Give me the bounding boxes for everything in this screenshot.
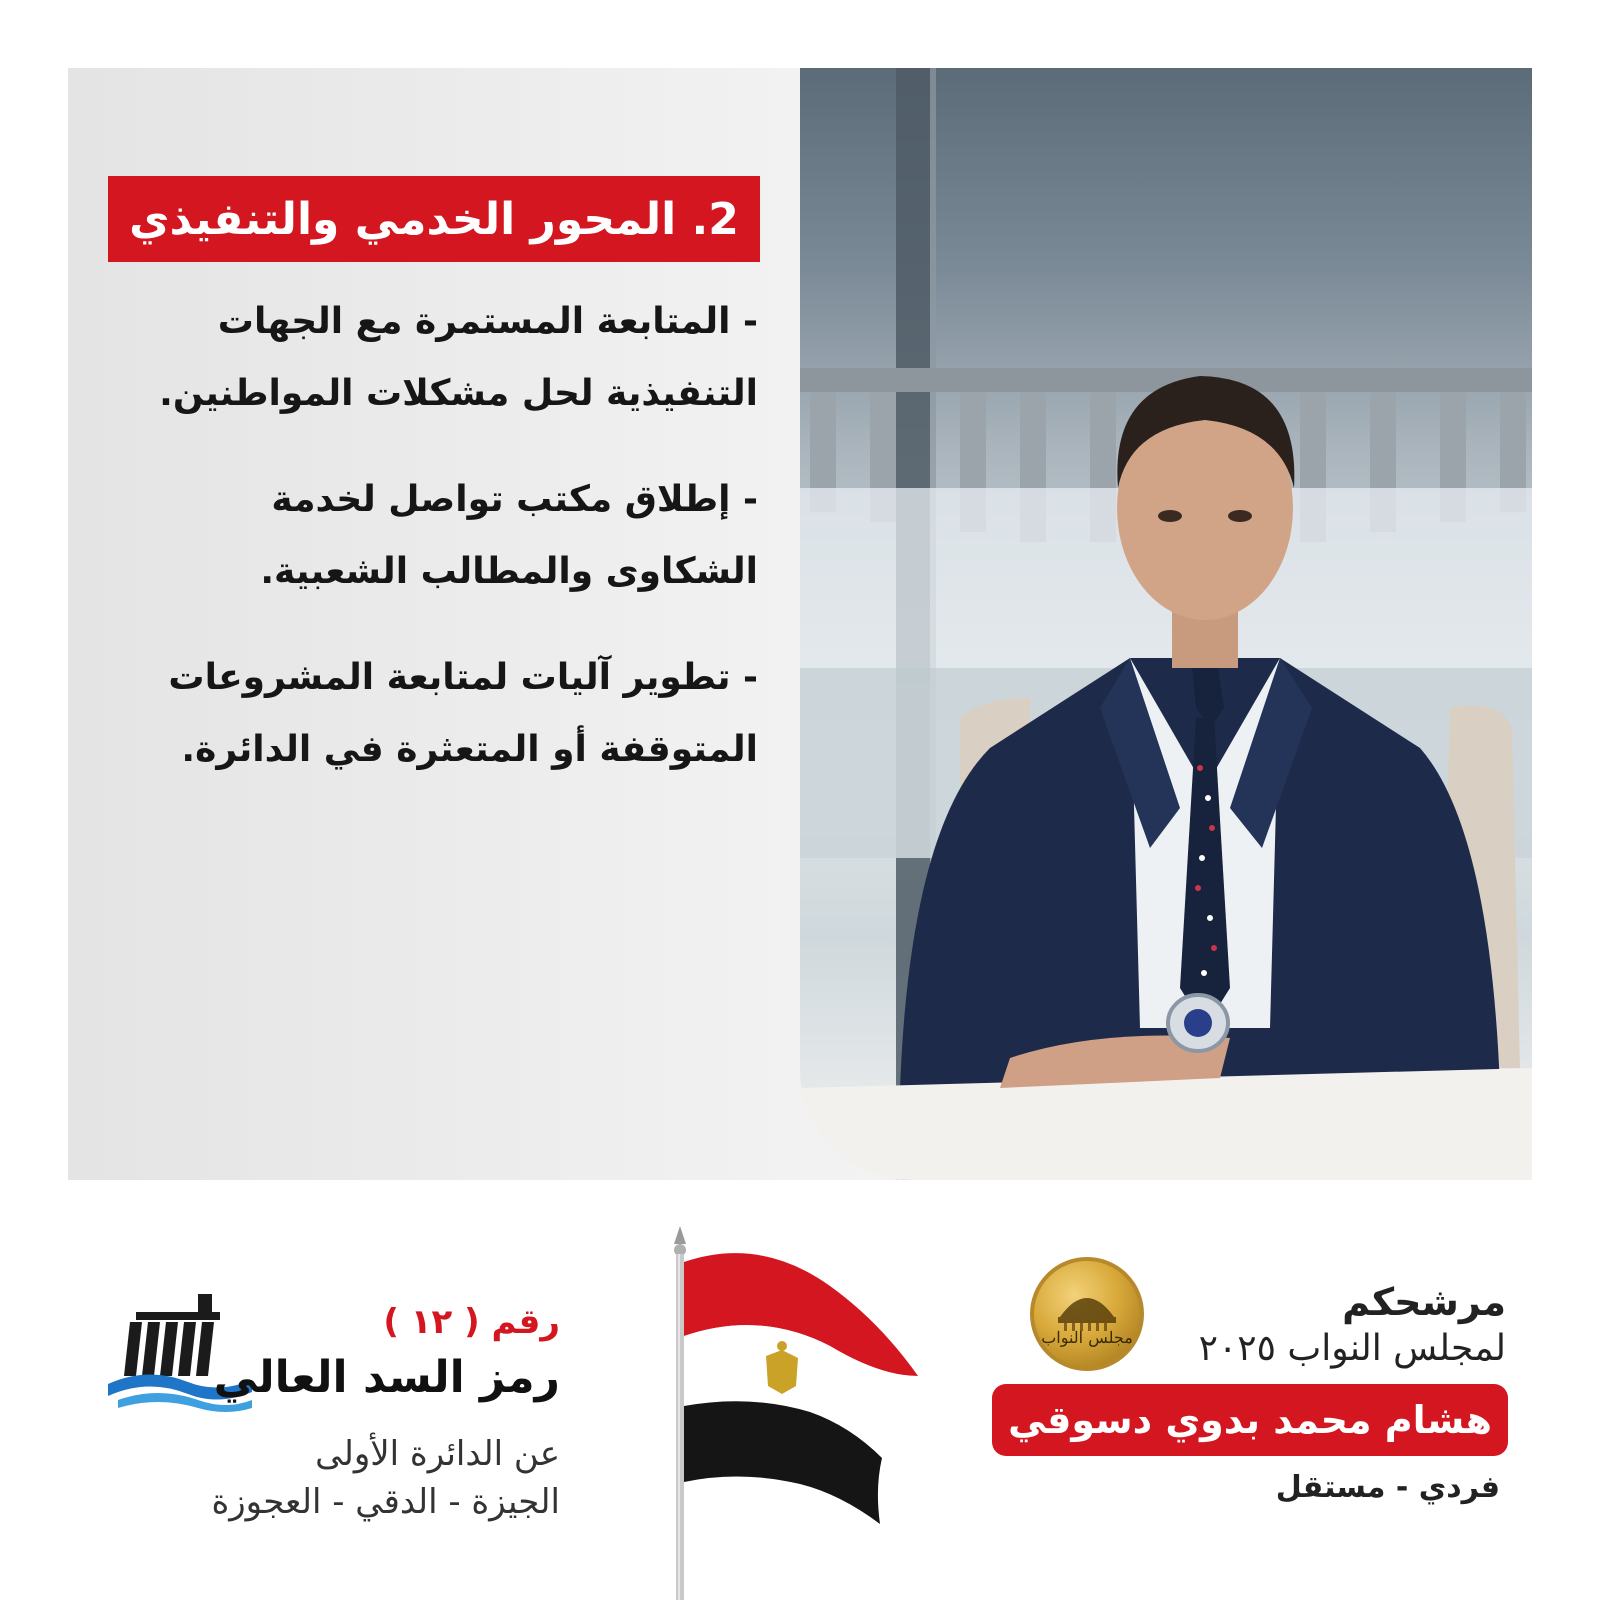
candidate-name: هشام محمد بدوي دسوقي: [1008, 1398, 1492, 1442]
candidate-name-badge: [992, 1384, 1508, 1456]
district-areas: الجيزة - الدقي - العجوزة: [211, 1482, 560, 1522]
candidate-subtitle: لمجلس النواب ٢٠٢٥: [1198, 1328, 1506, 1369]
symbol-name: رمز السد العالي: [213, 1352, 560, 1403]
symbol-number: رقم ( ١٢ ): [383, 1302, 560, 1342]
section-heading-text: 2. المحور الخدمي والتنفيذي: [129, 193, 739, 245]
parliament-logo-text: مجلس النواب: [1041, 1328, 1133, 1347]
candidate-photo: [800, 68, 1532, 1180]
egypt-flag-icon: [670, 1226, 950, 1600]
candidate-photo-illustration: [800, 68, 1532, 1180]
program-point: - تطوير آليات لمتابعة المشروعات المتوقفة أو المتعثرة في الدائرة.: [168, 657, 758, 770]
candidate-type: فردي - مستقل: [1275, 1470, 1500, 1505]
program-point: - إطلاق مكتب تواصل لخدمة الشكاوى والمطالب الشعبية.: [260, 479, 758, 592]
parliament-logo-icon: [1030, 1257, 1144, 1371]
program-panel: [68, 68, 1532, 1180]
program-point: - المتابعة المستمرة مع الجهات التنفيذية لحل مشكلات المواطنين.: [159, 301, 758, 414]
candidate-label: مرشحكم: [1342, 1280, 1506, 1324]
district-label: عن الدائرة الأولى: [315, 1434, 560, 1474]
program-points-list: [108, 286, 758, 820]
section-heading: [108, 176, 760, 262]
